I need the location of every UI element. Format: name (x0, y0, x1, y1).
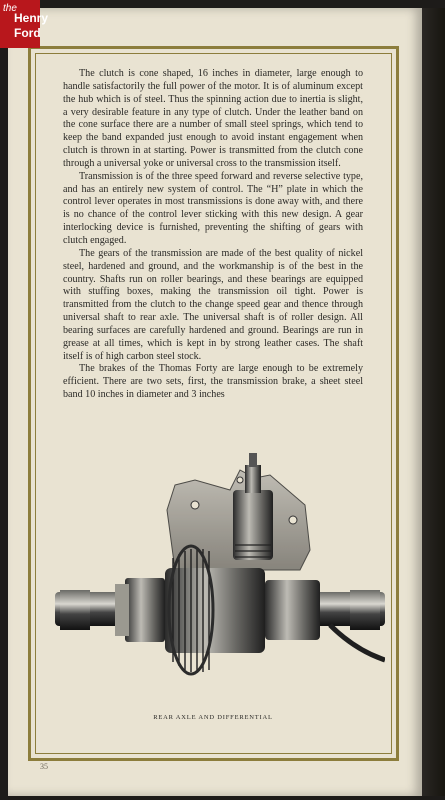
figure-caption: REAR AXLE AND DIFFERENTIAL (153, 714, 273, 721)
body-text (63, 68, 363, 402)
paragraph-brakes: The brakes of the Thomas Forty are large enough to be extremely efficient. There are two sets, first, the transmission brake, a sheet steel band 10 inches in diameter and 3 inches (63, 363, 363, 401)
page-number: 35 (40, 762, 48, 771)
rear-axle-differential-illustration (55, 450, 385, 700)
paragraph-gears: The gears of the transmission are made of the best quality of nickel steel, hardened and ground, and the workmanship is of the best in the country. Shafts run on roller bearings, and these bearings are equipped with stuffing boxes, making the transmission oil tight. Power is transmitted from the clutch to the change speed gear and thence through universal shaft to rear axle. The universal shaft is of roller design. All bearing surfaces are carefully hardened and ground. Bearings are run in grease at all times, which is kept in by strong leather cases. The shaft itself is of high carbon steel stock. (63, 247, 363, 362)
paragraph-clutch: The clutch is cone shaped, 16 inches in diameter, large enough to handle satisfactorily the full power of the motor. It is of aluminum except the hub which is of steel. Thus the spinning action due to inertia is slight, a very desirable feature in any type of clutch. Under the leather band on the cone surface there are a number of small steel springs, which tend to keep the band expanded just enough to avoid instant engagement when clutch is thrown in at starting. Power is transmitted from the clutch cone through a universal yoke or universal cross to the transmission itself. (63, 68, 363, 169)
henry-ford-logo: the Henry Ford (0, 0, 40, 48)
paragraph-transmission: Transmission is of the three speed forward and reverse selective type, and has an entirely new system of control. The “H” plate in which the control lever operates in most transmissions is done away with, and there is no chance of the control lever sticking with this new design. A gear interlocking device is furnished, preventing the shifting of gears with clutch engaged. (63, 170, 363, 246)
book-spine-edge (422, 8, 445, 796)
